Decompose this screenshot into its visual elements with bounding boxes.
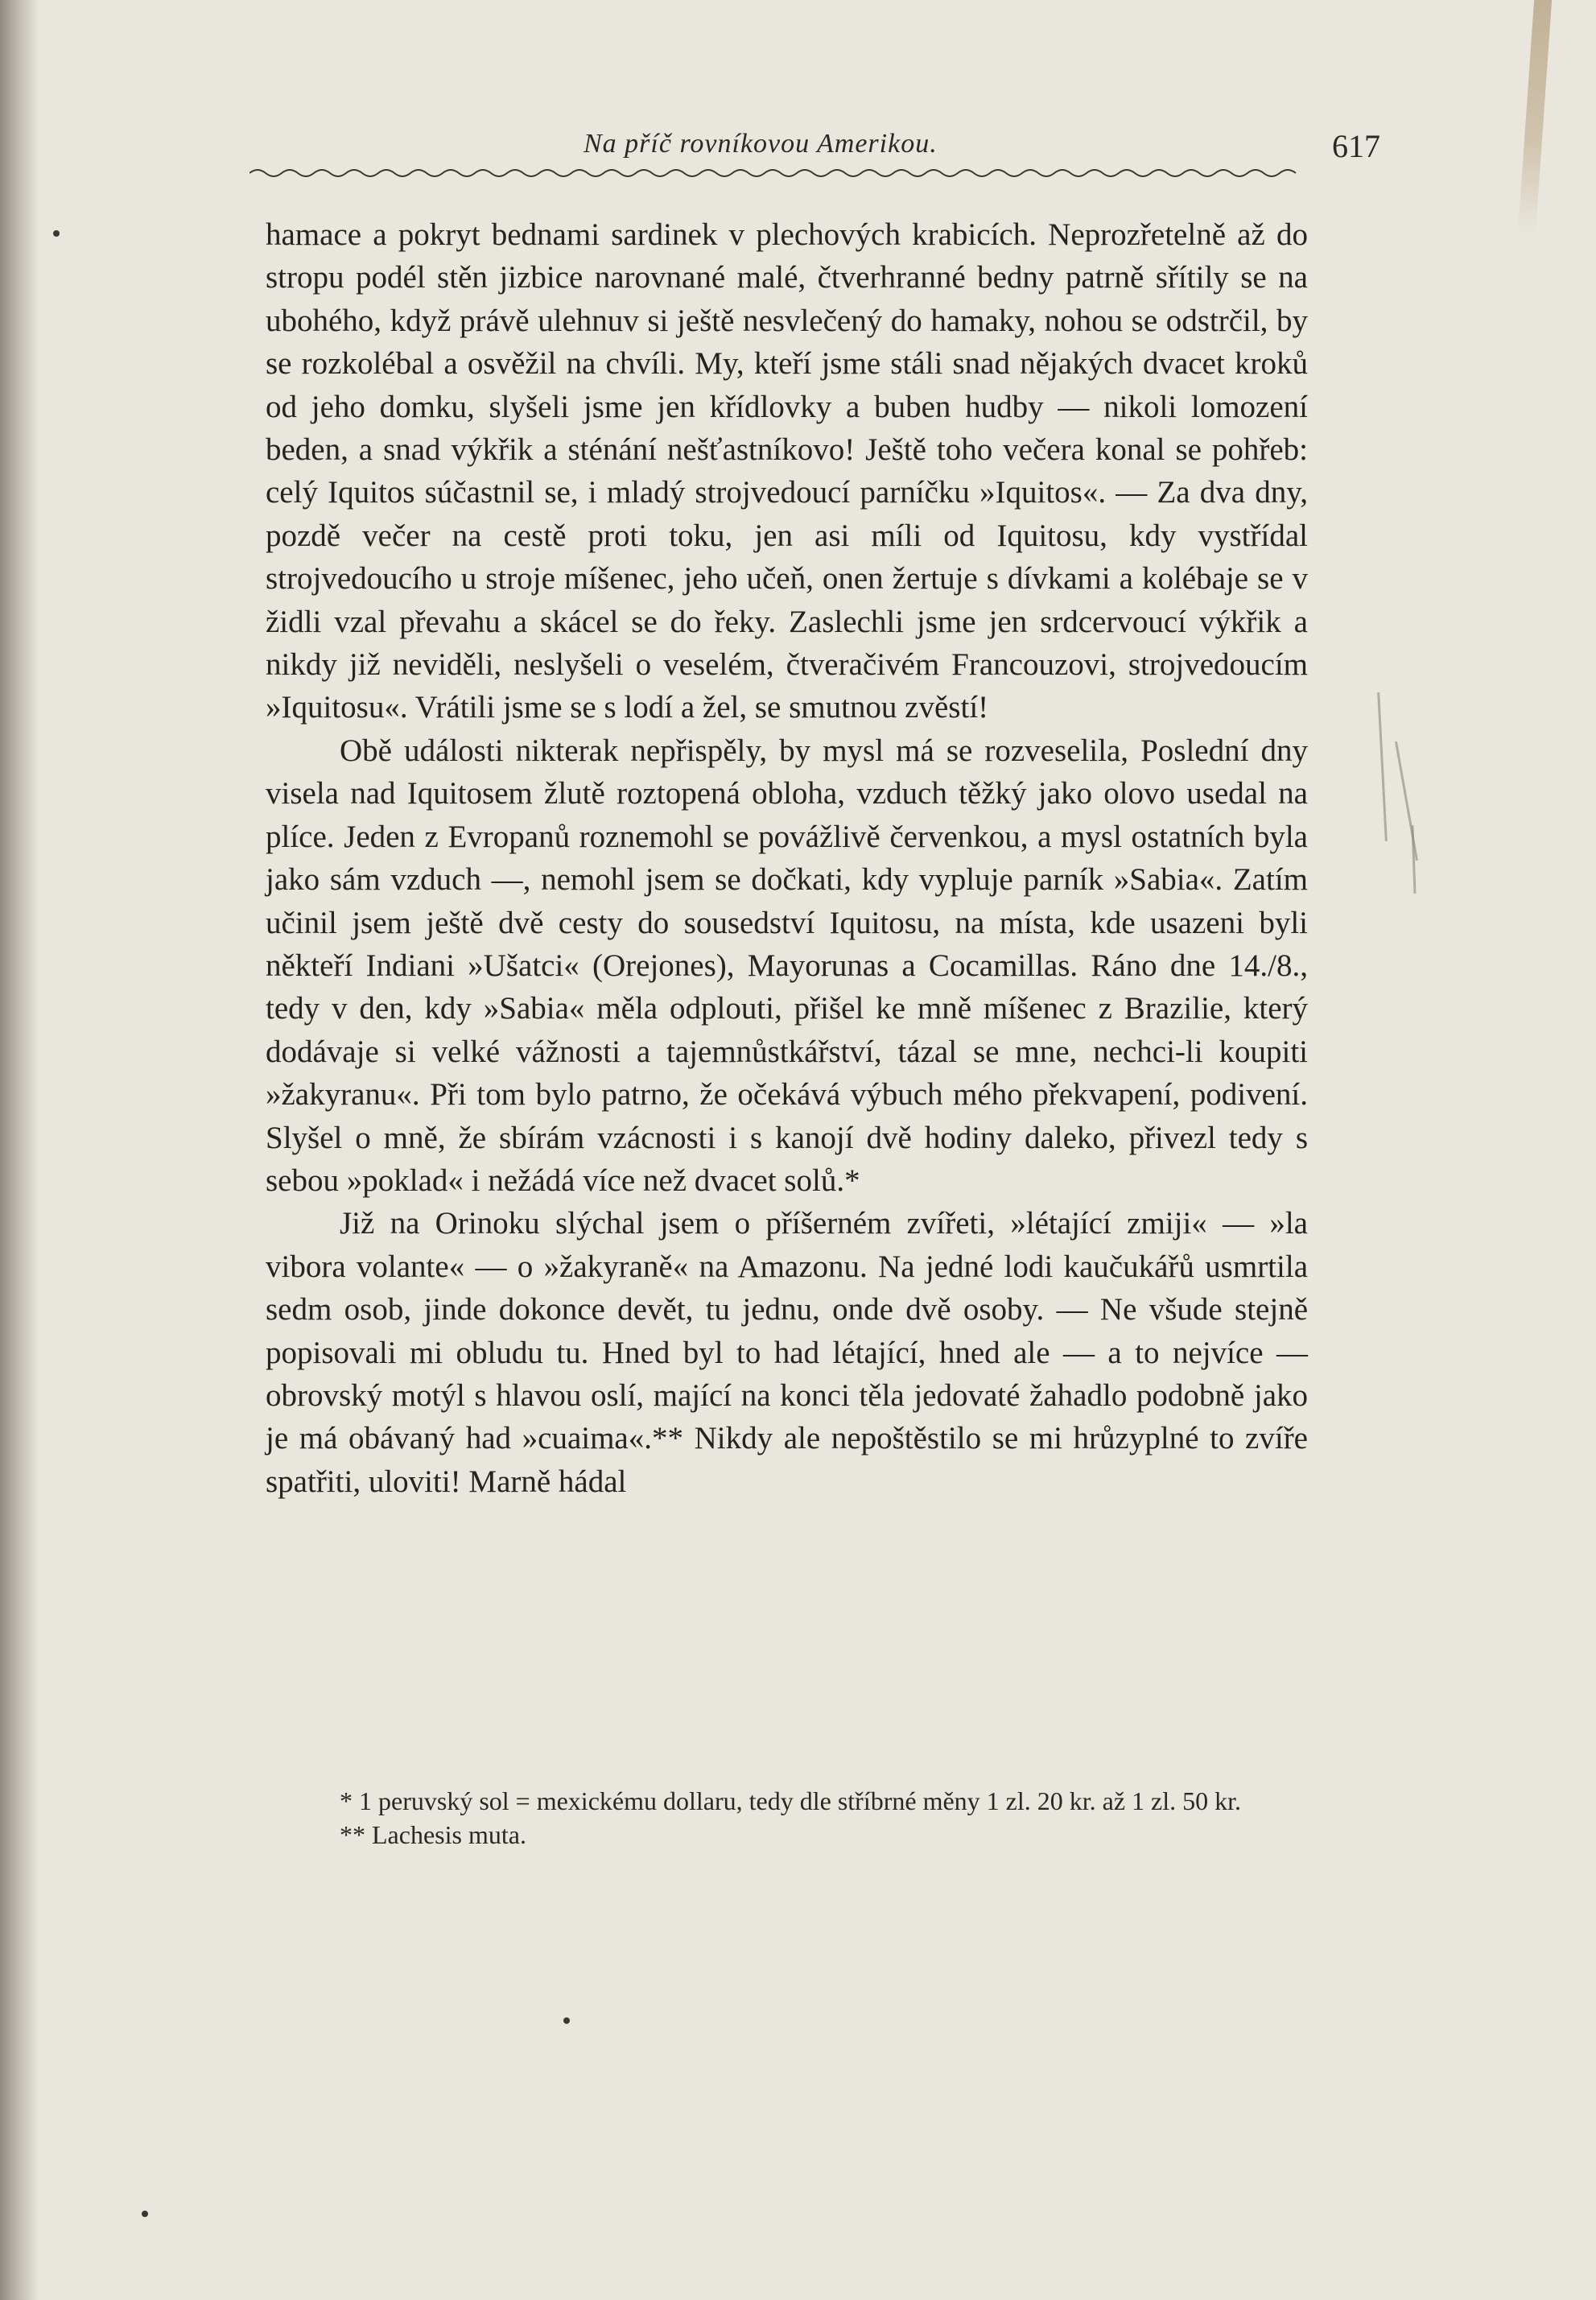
speck [53,230,60,237]
page-number: 617 [1332,128,1380,164]
margin-pencil-line [1395,741,1418,861]
binding-shadow [0,0,39,2300]
body-text [266,213,1308,1503]
paragraph: Obě události nikterak nepřispěly, by mysl má se rozveselila, Poslední dny visela nad Iquitosem žlutě roztopená obloha, vzduch těžký jako olovo usedal na plíce. Jeden z Evropanů roznemohl se povážlivě červenkou, a mysl ostatních byla jako sám vzduch —, nemohl jsem se dočkati, kdy vypluje parník »Sabia«. Zatím učinil jsem ještě dvě cesty do sousedství Iquitosu, na místa, kde usazeni byli někteří Indiani »Ušatci« (Orejones), Mayorunas a Cocamillas. Ráno dne 14./8., tedy v den, kdy »Sabia« měla odplouti, přišel ke mně míšenec z Brazilie, který dodávaje si velké vážnosti a tajemnůstkářství, tázal se mne, nechci-li koupiti »žakyranu«. Při tom bylo patrno, že očekává výbuch mého překvapení, podivení. Slyšel o mně, že sbírám vzácnosti i s kanojí dvě hodiny daleko, přivezl tedy s sebou »poklad« i nežádá více než dvacet solů.* [266,733,1308,1198]
footnote: * 1 peruvský sol = mexickému dollaru, tedy dle stříbrné měny 1 zl. 20 kr. až 1 zl. 50 kr. [340,1786,1242,1815]
footnotes [274,1784,1308,1852]
speck [142,2211,148,2217]
margin-pencil-line [1377,692,1388,841]
header-wavy-rule [250,165,1304,178]
paragraph: Již na Orinoku slýchal jsem o příšerném zvířeti, »létající zmiji« — »la vibora volante« — o »žakyraně« na Amazonu. Na jedné lodi kaučukářů usmrtila sedm osob, jinde dokonce devět, tu jednu, onde dvě osoby. — Ne všude stejně popisovali mi obludu tu. Hned byl to had létající, hned ale — a to nejvíce — obrovský motýl s hlavou oslí, mající na konci těla jedovaté žahadlo podobně jako je má obávaný had »cuaima«.** Nikdy ale nepoštěstilo se mi hrůzyplné to zvíře spatřiti, uloviti! Marně hádal [266,1206,1308,1499]
footnote: ** Lachesis muta. [340,1820,526,1849]
paragraph: hamace a pokryt bednami sardinek v plechových krabicích. Neprozřetelně až do stropu podél stěn jizbice narovnané malé, čtverhranné bedny patrně sřítily se na ubohého, když právě ulehnuv si ještě nesvlečený do hamaky, nohou se odstrčil, by se rozkolébal a osvěžil na chvíli. My, kteří jsme stáli snad nějakých dvacet kroků od jeho domku, slyšeli jsme jen křídlovky a buben hudby — nikoli lomození beden, a snad výkřik a sténání nešťastníkovo! Ještě toho večera konal se pohřeb: celý Iquitos súčastnil se, i mladý strojvedoucí parníčku »Iquitos«. — Za dva dny, pozdě večer na cestě proti toku, jen asi míli od Iquitosu, kdy vystřídal strojvedoucího u stroje míšenec, jeho učeň, onen žertuje s dívkami a kolébaje se v židli vzal převahu a skácel se do řeky. Zaslechli jsme jen srdcervoucí výkřik a nikdy již neviděli, neslyšeli o veselém, čtveračivém Francouzovi, strojvedoucím »Iquitosu«. Vrátili jsme se s lodí a žel, se smutnou zvěstí! [266,217,1308,725]
speck [563,2017,570,2024]
edge-mark [1518,0,1552,233]
running-title: Na příč rovníkovou Amerikou. [584,129,938,159]
